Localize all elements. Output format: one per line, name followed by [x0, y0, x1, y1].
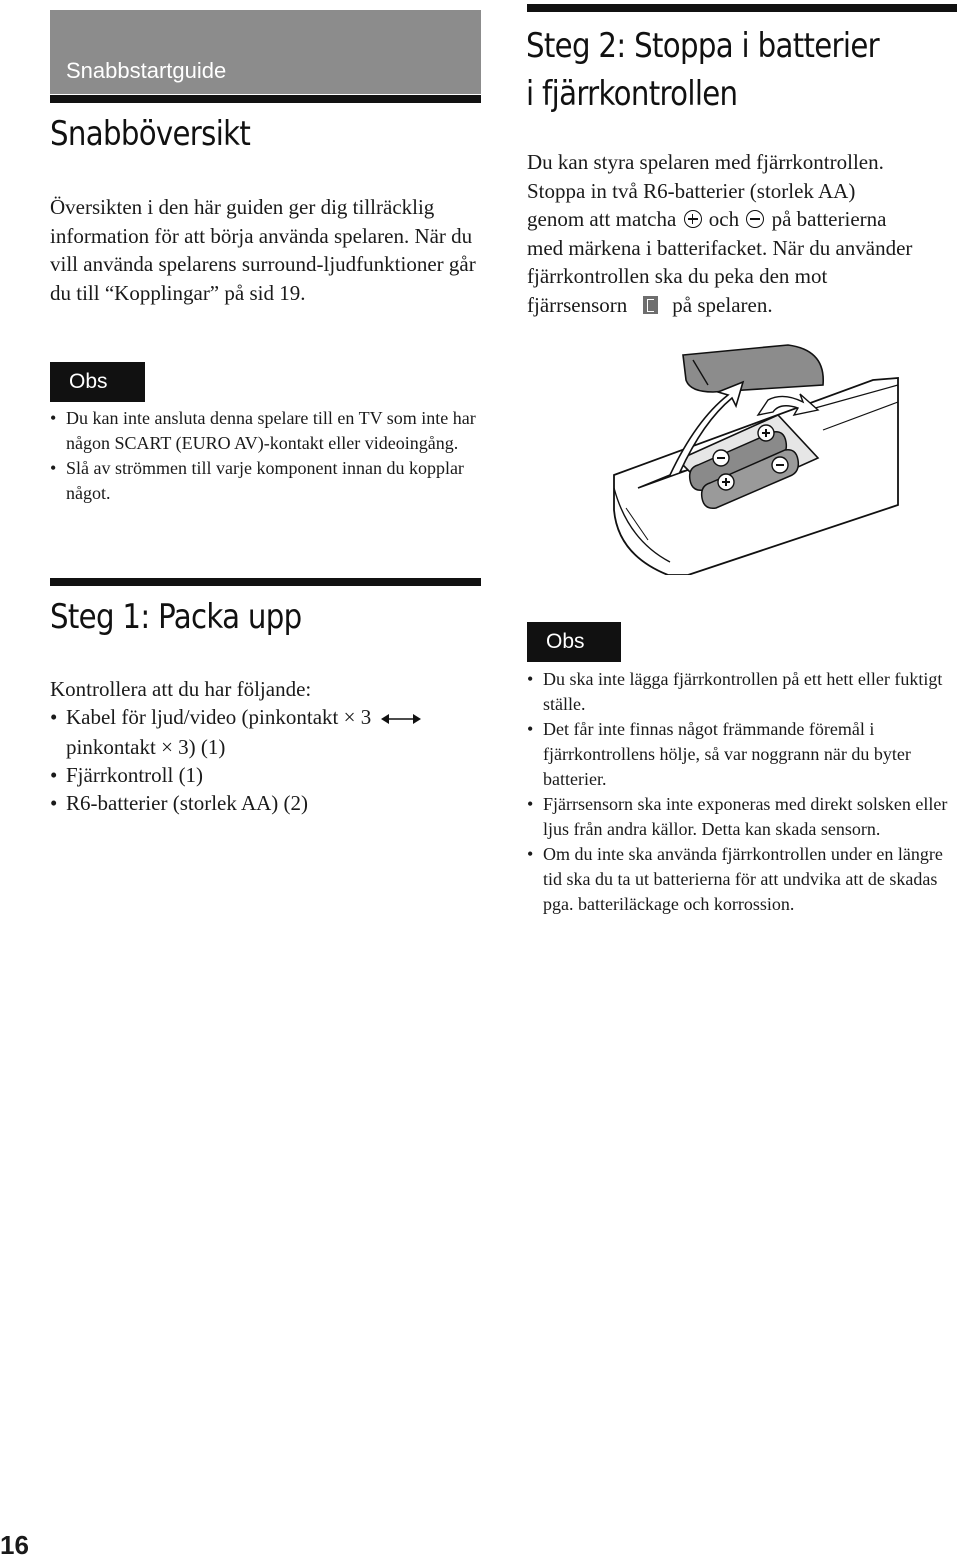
plus-circle-icon — [684, 210, 702, 228]
times-icon: × — [343, 705, 356, 729]
minus-circle-icon — [746, 210, 764, 228]
obs-label — [527, 622, 621, 662]
step2-line — [527, 205, 957, 234]
cable-text-a: Kabel för ljud/video (pinkontakt — [66, 705, 339, 729]
step2-text: och — [708, 207, 740, 231]
step2-paragraph — [527, 148, 957, 319]
obs-item: • Du kan inte ansluta denna spelare till en TV som inte har någon SCART (EURO AV)-kontakt eller videoingång. — [50, 406, 485, 456]
obs-item: • Om du inte ska använda fjärrkontrollen under en längre tid ska du ta ut batterierna för att undvika att de skadas pga. batteriläckage och korrossion. — [527, 842, 955, 917]
double-arrow-icon — [380, 705, 422, 733]
times-icon: × — [161, 735, 173, 760]
step2-text: fjärrsensorn — [527, 292, 628, 317]
package-item-batteries: • R6-batterier (storlek AA) (2) — [50, 789, 490, 817]
step2-line — [527, 291, 957, 320]
cable-count-a: 3 — [360, 705, 372, 729]
header-rule — [50, 95, 481, 103]
step2-line: Du kan styra spelaren med fjärrkontrollen. — [527, 150, 884, 174]
step2-title-line2: i fjärrkontrollen — [526, 74, 738, 114]
step2-text: på batterierna — [771, 207, 887, 231]
step2-line: Stoppa in två R6-batterier (storlek AA) — [527, 178, 856, 203]
step2-title — [526, 22, 879, 118]
obs-label-text: Obs — [69, 370, 108, 393]
step2-title-line1: Steg 2: Stoppa i batterier — [526, 26, 879, 66]
package-list — [50, 703, 490, 817]
overview-title: Snabböversikt — [50, 114, 251, 154]
step2-line: fjärrkontrollen ska du peka den mot — [527, 264, 828, 288]
obs-label — [50, 362, 145, 402]
package-item-remote: • Fjärrkontroll (1) — [50, 761, 490, 789]
remote-battery-illustration — [608, 340, 908, 575]
overview-paragraph: Översikten i den här guiden ger dig tillräcklig information för att börja använda spelaren. När du vill använda spelarens surround-ljudfunktioner går du till “Kopplingar” på sid 19. — [50, 195, 476, 305]
obs-list — [527, 667, 955, 917]
obs-list — [50, 406, 485, 506]
step2-line: med märkena i batterifacket. När du använder — [527, 235, 913, 260]
step2-text: genom att matcha — [527, 207, 677, 231]
step2-rule — [527, 4, 957, 12]
cable-text-d: 3) (1) — [178, 735, 226, 760]
step1-intro: Kontrollera att du har följande: — [50, 677, 312, 701]
cable-text-c: pinkontakt — [66, 735, 156, 760]
section-header-band — [50, 10, 481, 94]
page-number: 16 — [0, 1530, 29, 1560]
step2-text: på spelaren. — [672, 292, 773, 317]
step1-rule — [50, 578, 481, 586]
obs-label-text: Obs — [546, 630, 585, 653]
package-item-cable — [50, 703, 490, 761]
obs-item: • Slå av strömmen till varje komponent innan du kopplar något. — [50, 456, 485, 506]
step1-title: Steg 1: Packa upp — [50, 597, 302, 637]
obs-item: • Du ska inte lägga fjärrkontrollen på ett hett eller fuktigt ställe. — [527, 667, 955, 717]
obs-item: • Fjärrsensorn ska inte exponeras med direkt solsken eller ljus från andra källor. Detta kan skada sensorn. — [527, 792, 955, 842]
ir-sensor-icon — [643, 296, 658, 314]
obs-item: • Det får inte finnas något främmande föremål i fjärrkontrollens hölje, så var noggrann när du byter batterier. — [527, 717, 955, 792]
section-label: Snabbstartguide — [66, 58, 227, 83]
